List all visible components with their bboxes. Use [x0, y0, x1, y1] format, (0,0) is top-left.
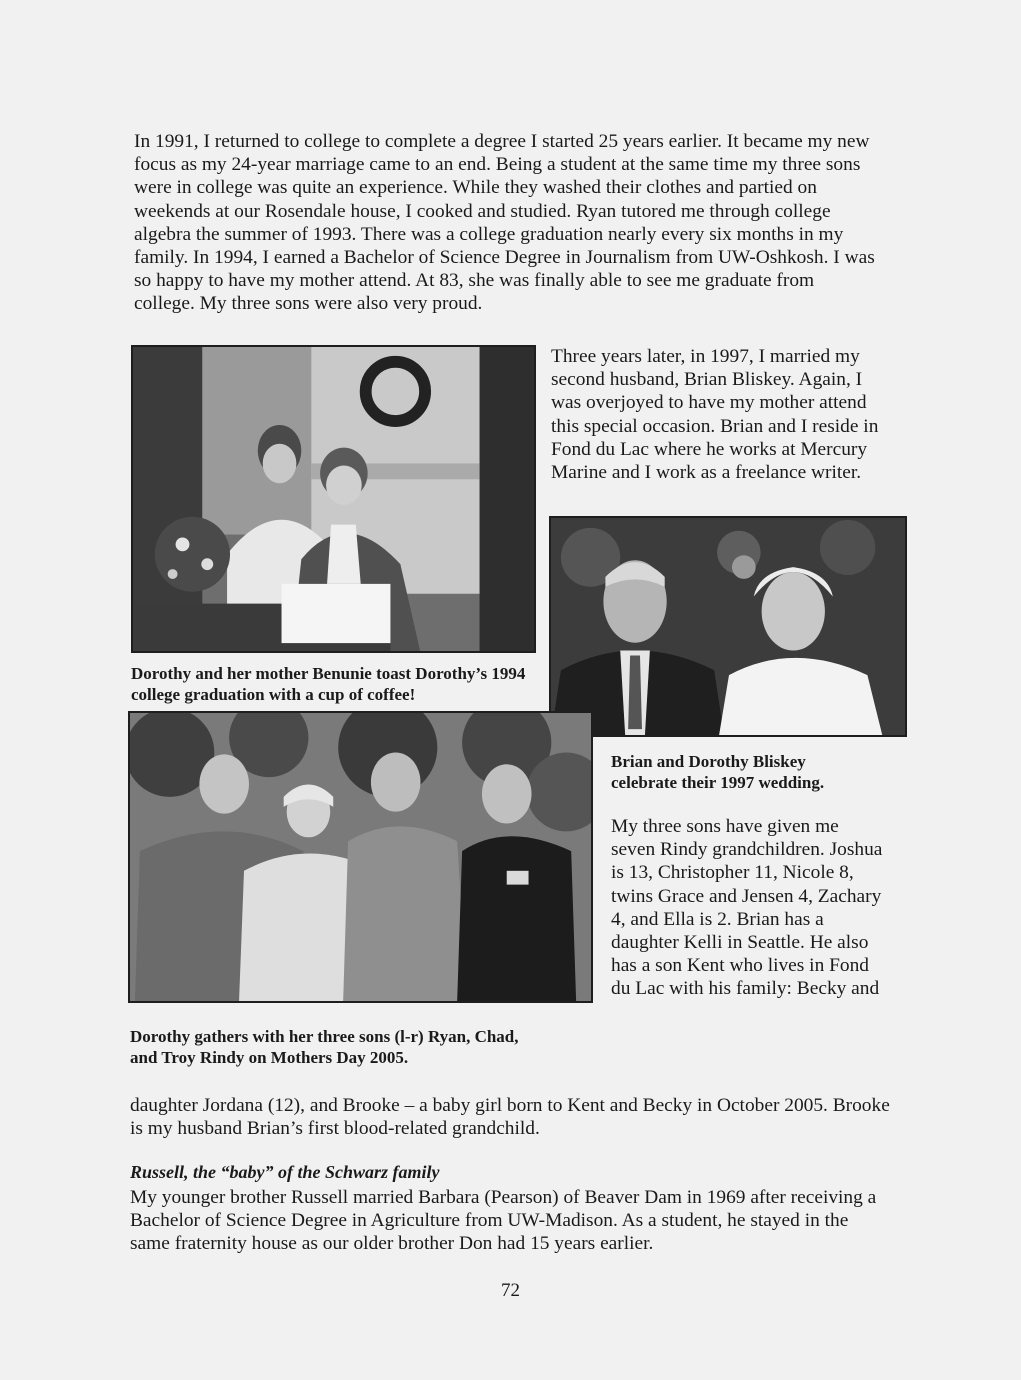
wedding-illustration [551, 518, 905, 735]
wedding-caption: Brian and Dorothy Bliskey celebrate their 1997 wedding. [611, 752, 825, 792]
graduation-toast-photo [131, 345, 536, 653]
brooke-paragraph: daughter Jordana (12), and Brooke – a baby girl born to Kent and Becky in October 2005. Brooke is my husband Brian’s first blood-related grandchild. [130, 1095, 890, 1140]
intro-paragraph: In 1991, I returned to college to complete a degree I started 25 years earlier. It became my new focus as my 24-year marriage came to an end. Being a student at the same time my three sons were in college was quite an experience. While they washed their clothes and partied on weekends at our Rosendale house, I cooked and studied. Ryan tutored me through college algebra the summer of 1993. There was a college graduation nearly every six months in my family. In 1994, I earned a Bachelor of Science Degree in Journalism from UW-Oshkosh. I was so happy to have my mother attend. At 83, she was finally able to see me graduate from college. My three sons were also very proud. [134, 131, 875, 315]
mothers-day-photo [128, 711, 593, 1003]
russell-section-heading: Russell, the “baby” of the Schwarz family [130, 1162, 440, 1182]
mothers-day-illustration [130, 713, 591, 1001]
graduation-toast-caption: Dorothy and her mother Benunie toast Dorothy’s 1994 college graduation with a cup of coffee! [131, 664, 526, 704]
graduation-toast-illustration [133, 347, 534, 651]
mothers-day-caption: Dorothy gathers with her three sons (l-r) Ryan, Chad, and Troy Rindy on Mothers Day 2005. [130, 1027, 519, 1067]
page-number: 72 [501, 1280, 520, 1301]
grandchildren-paragraph: My three sons have given me seven Rindy grandchildren. Joshua is 13, Christopher 11, Nicole 8, twins Grace and Jensen 4, Zachary 4, and Ella is 2. Brian has a daughter Kelli in Seattle. He also has a son Kent who lives in Fond du Lac with his family: Becky and [611, 816, 883, 1000]
russell-paragraph: My younger brother Russell married Barbara (Pearson) of Beaver Dam in 1969 after receiving a Bachelor of Science Degree in Agriculture from UW-Madison. As a student, he stayed in the same fraternity house as our older brother Don had 15 years earlier. [130, 1187, 877, 1255]
wedding-photo [549, 516, 907, 737]
marriage-paragraph: Three years later, in 1997, I married my second husband, Brian Bliskey. Again, I was overjoyed to have my mother attend this special occasion. Brian and I reside in Fond du Lac where he works at Mercury Marine and I work as a freelance writer. [551, 346, 879, 484]
